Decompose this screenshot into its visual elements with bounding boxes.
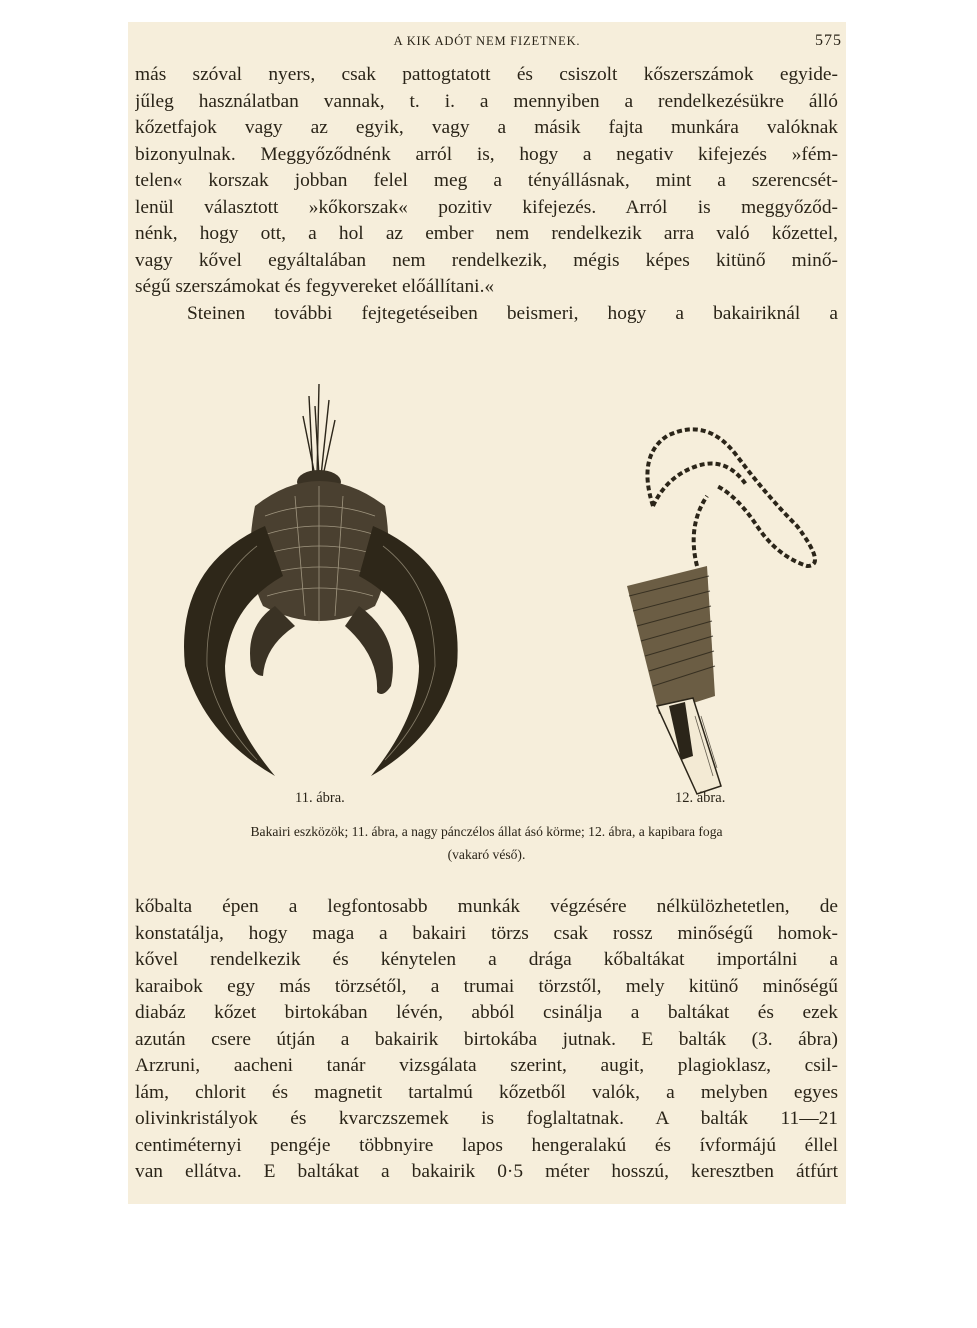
text-line: van ellátva. E baltákat a bakairik 0·5 méter hosszú, keresztben átfúrt (135, 1161, 838, 1182)
text-line: kővel rendelkezik és kénytelen a drága kőbaltákat importálni a (135, 949, 838, 970)
text-line: olivinkristályok és kvarczszemek is foglaltatnak. A balták 11—21 (135, 1108, 838, 1129)
text-line: jűleg használatban vannak, t. i. a mennyiben a rendelkezésükre álló (135, 90, 838, 112)
text-line: konstatálja, hogy maga a bakairi törzs csak rossz minőségű homok- (135, 922, 838, 944)
text-line: telen« korszak jobban felel meg a tényállásnak, mint a szerencsét- (135, 170, 838, 191)
text-line: ségű szerszámokat és fegyvereket előállítani.« (135, 276, 495, 297)
capybara-tooth-illustration (597, 416, 837, 796)
text-line: nénk, hogy ott, a hol az ember nem rendelkezik arra való kőzettel, (135, 223, 838, 244)
caption-line: Bakairi eszközök; 11. ábra, a nagy pánczélos állat ásó körme; 12. ábra, a kapibara foga (250, 824, 723, 839)
text-line: bizonyulnak. Meggyőződnénk arról is, hogy a negativ kifejezés »fém- (135, 143, 838, 165)
armadillo-claw-illustration (145, 376, 505, 786)
text-line: Arzruni, aacheni tanár vizsgálata szerint, augit, plagioklasz, csil- (135, 1055, 838, 1076)
text-line: kőzetfajok vagy az egyik, vagy a másik fajta munkára valóknak (135, 117, 838, 138)
text-line: más szóval nyers, csak pattogtatott és csiszolt kőszerszámok egyide- (135, 64, 838, 85)
running-title: A KIK ADÓT NEM FIZETNEK. (393, 34, 581, 48)
text-line: diabáz kőzet birtokában lévén, abból csinálja a baltákat és ezek (135, 1002, 838, 1023)
text-block-top (135, 62, 838, 327)
text-line: azután csere útján a bakairik birtokába jutnak. E balták (3. ábra) (135, 1028, 838, 1050)
caption-line: (vakaró véső). (447, 847, 526, 862)
text-line: vagy kővel egyáltalában nem rendelkezik, mégis képes kitünő minő- (135, 249, 838, 271)
text-line: lám, chlorit és magnetit tartalmú kőzetből valók, a melyben egyes (135, 1081, 838, 1103)
text-line: karaibok egy más törzsétől, a trumai törzstől, mely kitünő minőségű (135, 975, 838, 997)
text-line: kőbalta épen a legfontosabb munkák végzésére nélkülözhetetlen, de (135, 896, 838, 917)
figure-caption (135, 820, 838, 866)
figure-12-label: 12. ábra. (675, 790, 726, 806)
figure-11-label: 11. ábra. (295, 790, 345, 806)
page-number: 575 (815, 32, 842, 49)
running-head (128, 32, 846, 54)
text-block-bottom (135, 894, 838, 1186)
text-line: lenül választott »kőkorszak« pozitiv kifejezés. Arról is meggyőződ- (135, 196, 838, 218)
text-line: Steinen további fejtegetéseiben beismeri, hogy a bakairiknál a (187, 302, 838, 324)
figure-illustrations (135, 376, 838, 806)
text-line: centiméternyi pengéje többnyire lapos hengeralakú és ívformájú éllel (135, 1134, 838, 1156)
